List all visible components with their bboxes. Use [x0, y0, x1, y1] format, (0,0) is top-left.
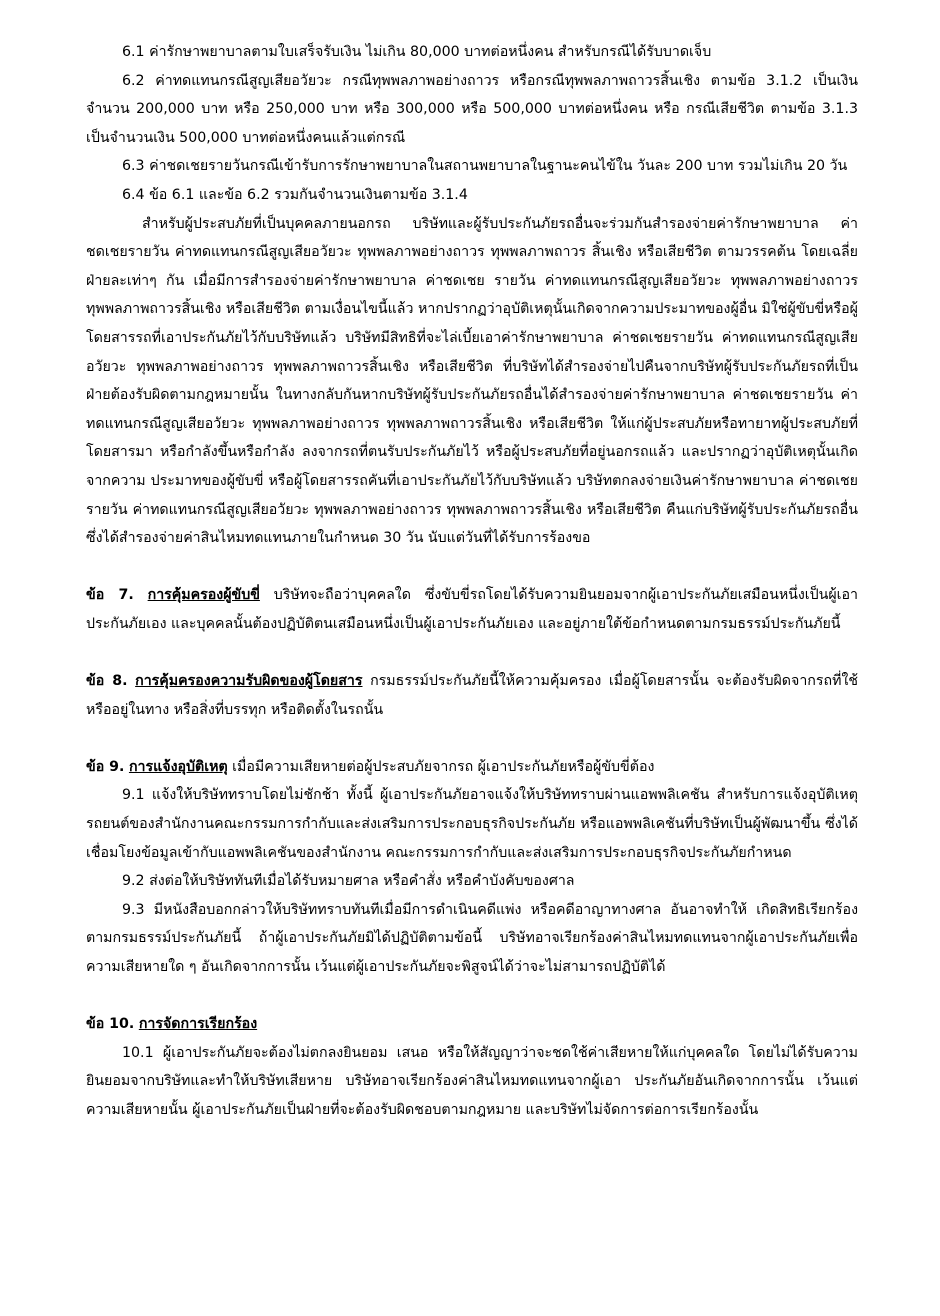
section-9-body: เมื่อมีความเสียหายต่อผู้ประสบภัยจากรถ ผู้เอาประกันภัยหรือผู้ขับขี่ต้อง — [227, 758, 655, 775]
section-7-title: การคุ้มครองผู้ขับขี่ — [147, 587, 260, 604]
spacer — [86, 982, 858, 1011]
section-8-title: การคุ้มครองความรับผิดของผู้โดยสาร — [135, 673, 363, 690]
section-10 — [86, 1010, 858, 1039]
section-8-body: กรมธรรม์ประกันภัยนี้ให้ความคุ้มครอง เมื่อผู้โดยสารนั้น จะต้องรับผิดจากรถที่ใช้หรืออยู่ในทาง หรือสิ่งที่บรรทุก หรือติดตั้งในรถนั้น — [86, 673, 859, 718]
section-7-body: บริษัทจะถือว่าบุคคลใด ซึ่งขับขี่รถโดยได้รับความยินยอมจากผู้เอาประกันภัยเสมือนหนึ่งเป็นผู้เอาประกันภัยเอง และบุคคลนั้นต้องปฏิบัติตนเสมือนหนึ่งเป็นผู้เอาประกันภัยเอง และอยู่ภายใต้ข้อกำหนดตามกรมธรรม์ประกันภัยนี้ — [86, 587, 858, 632]
section-7 — [86, 581, 858, 638]
clause-6-1: 6.1 ค่ารักษาพยาบาลตามใบเสร็จรับเงิน ไม่เกิน 80,000 บาทต่อหนึ่งคน สำหรับกรณีได้รับบาดเจ็บ — [122, 44, 712, 60]
spacer — [86, 724, 858, 753]
clause-9-3: 9.3 มีหนังสือบอกกล่าวให้บริษัททราบทันทีเมื่อมีการดำเนินคดีแพ่ง หรือคดีอาญาทางศาล อันอาจทำให้ เกิดสิทธิเรียกร้องตามกรมธรรม์ประกันภัยนี้ ถ้าผู้เอาประกันภัยมิได้ปฏิบัติตามข้อนี้ บริษัทอาจเรียกร้องค่าสินไหมทดแทนจากผู้เอาประกันภัยเพื่อความเสียหายใด ๆ อันเกิดจากการนั้น เว้นแต่ผู้เอาประกันภัยจะพิสูจน์ได้ว่าจะไม่สามารถปฏิบัติได้ — [86, 901, 858, 975]
clause-9-1: 9.1 แจ้งให้บริษัททราบโดยไม่ชักช้า ทั้งนี้ ผู้เอาประกันภัยอาจแจ้งให้บริษัททราบผ่านแอพพลิเคชัน สำหรับการแจ้งอุบัติเหตุรถยนต์ของสำนักงานคณะกรรมการกำกับและส่งเสริมการประกอบธุรกิจประกันภัย หรือแอพพลิเคชันที่บริษัทเป็นผู้พัฒนาขึ้น ซึ่งได้เชื่อมโยงข้อมูลเข้ากับแอพพลิเคชันของสำนักงาน คณะกรรมการกำกับและส่งเสริมการประกอบธุรกิจประกันภัยกำหนด — [86, 787, 858, 861]
section-9-title: การแจ้งอุบัติเหตุ — [128, 758, 228, 775]
section-8-number: ข้อ 8. — [86, 673, 128, 690]
third-party-paragraph: สำหรับผู้ประสบภัยที่เป็นบุคคลภายนอกรถ บริษัทและผู้รับประกันภัยรถอื่นจะร่วมกันสำรองจ่ายค่ารักษาพยาบาล ค่าชดเชยรายวัน ค่าทดแทนกรณีสูญเสียอวัยวะ ทุพพลภาพอย่างถาวร ทุพพลภาพถาวร สิ้นเชิง หรือเสียชีวิต ตามวรรคต้น โดยเฉลี่ยฝ่ายละเท่าๆ กัน เมื่อมีการสำรองจ่ายค่ารักษาพยาบาล ค่าชดเชย รายวัน ค่าทดแทนกรณีสูญเสียอวัยวะ ทุพพลภาพอย่างถาวร ทุพพลภาพถาวรสิ้นเชิง หรือเสียชีวิต ตามเงื่อนไขนี้แล้ว หากปรากฏว่าอุบัติเหตุนั้นเกิดจากความประมาทของผู้อื่น มิใช่ผู้ขับขี่หรือผู้โดยสารรถที่เอาประกันภัยไว้กับบริษัทแล้ว บริษัทมีสิทธิที่จะไล่เบี้ยเอาค่ารักษาพยาบาล ค่าชดเชยรายวัน ค่าทดแทนกรณีสูญเสียอวัยวะ ทุพพลภาพอย่างถาวร ทุพพลภาพถาวรสิ้นเชิง หรือเสียชีวิต ที่บริษัทได้สำรองจ่ายไปคืนจากบริษัทผู้รับประกันภัยรถที่เป็นฝ่ายต้องรับผิดตามกฎหมายนั้น ในทางกลับกันหากบริษัทผู้รับประกันภัยรถอื่นได้สำรองจ่ายค่ารักษาพยาบาล ค่าชดเชยรายวัน ค่าทดแทนกรณีสูญเสียอวัยวะ ทุพพลภาพอย่างถาวร ทุพพลภาพถาวรสิ้นเชิง หรือเสียชีวิต ให้แก่ผู้ประสบภัยหรือทายาทผู้ประสบภัยที่โดยสารมา หรือกำลังขึ้นหรือกำลัง ลงจากรถที่ตนรับประกันภัยไว้ หรือผู้ประสบภัยที่อยู่นอกรถแล้ว และปรากฏว่าอุบัติเหตุนั้นเกิดจากความ ประมาทของผู้ขับขี่ หรือผู้โดยสารรถคันที่เอาประกันภัยไว้กับบริษัทแล้ว บริษัทตกลงจ่ายเงินค่ารักษาพยาบาล ค่าชดเชยรายวัน ค่าทดแทนกรณีสูญเสียอวัยวะ ทุพพลภาพอย่างถาวร ทุพพลภาพถาวรสิ้นเชิง หรือเสียชีวิต คืนแก่บริษัทผู้รับประกันภัยรถอื่นซึ่งได้สำรองจ่ายค่าสินไหมทดแทนภายในกำหนด 30 วัน นับแต่วันที่ได้รับการร้องขอ — [86, 215, 858, 547]
section-10-title: การจัดการเรียกร้อง — [138, 1016, 258, 1033]
clause-9-2: 9.2 ส่งต่อให้บริษัททันทีเมื่อได้รับหมายศาล หรือคำสั่ง หรือคำบังคับของศาล — [122, 873, 575, 890]
spacer — [86, 638, 858, 667]
spacer — [86, 553, 858, 582]
section-8 — [86, 667, 858, 724]
section-7-number: ข้อ 7. — [86, 587, 134, 604]
clause-10-1: 10.1 ผู้เอาประกันภัยจะต้องไม่ตกลงยินยอม เสนอ หรือให้สัญญาว่าจะชดใช้ค่าเสียหายให้แก่บุคคลใด โดยไม่ได้รับความยินยอมจากบริษัทและทำให้บริษัทเสียหาย บริษัทอาจเรียกร้องค่าสินไหมทดแทนจากผู้เอา ประกันภัยอันเกิดจากการนั้น เว้นแต่ความเสียหายนั้น ผู้เอาประกันภัยเป็นฝ่ายที่จะต้องรับผิดชอบตามกฎหมาย และบริษัทไม่จัดการต่อการเรียกร้องนั้น — [86, 1044, 858, 1118]
clause-6-4: 6.4 ข้อ 6.1 และข้อ 6.2 รวมกันจำนวนเงินตามข้อ 3.1.4 — [122, 186, 468, 203]
section-10-number: ข้อ 10. — [86, 1016, 135, 1033]
section-9-number: ข้อ 9. — [86, 758, 125, 775]
section-9 — [86, 753, 858, 782]
clause-6-2: 6.2 ค่าทดแทนกรณีสูญเสียอวัยวะ กรณีทุพพลภาพอย่างถาวร หรือกรณีทุพพลภาพถาวรสิ้นเชิง ตามข้อ 3.1.2 เป็นเงินจำนวน 200,000 บาท หรือ 250,000 บาท หรือ 300,000 หรือ 500,000 บาทต่อหนึ่งคน หรือ กรณีเสียชีวิต ตามข้อ 3.1.3 เป็นจำนวนเงิน 500,000 บาทต่อหนึ่งคนแล้วแต่กรณี — [86, 72, 858, 146]
clause-6-3: 6.3 ค่าชดเชยรายวันกรณีเข้ารับการรักษาพยาบาลในสถานพยาบาลในฐานะคนไข้ใน วันละ 200 บาท รวมไม่เกิน 20 วัน — [122, 158, 848, 175]
